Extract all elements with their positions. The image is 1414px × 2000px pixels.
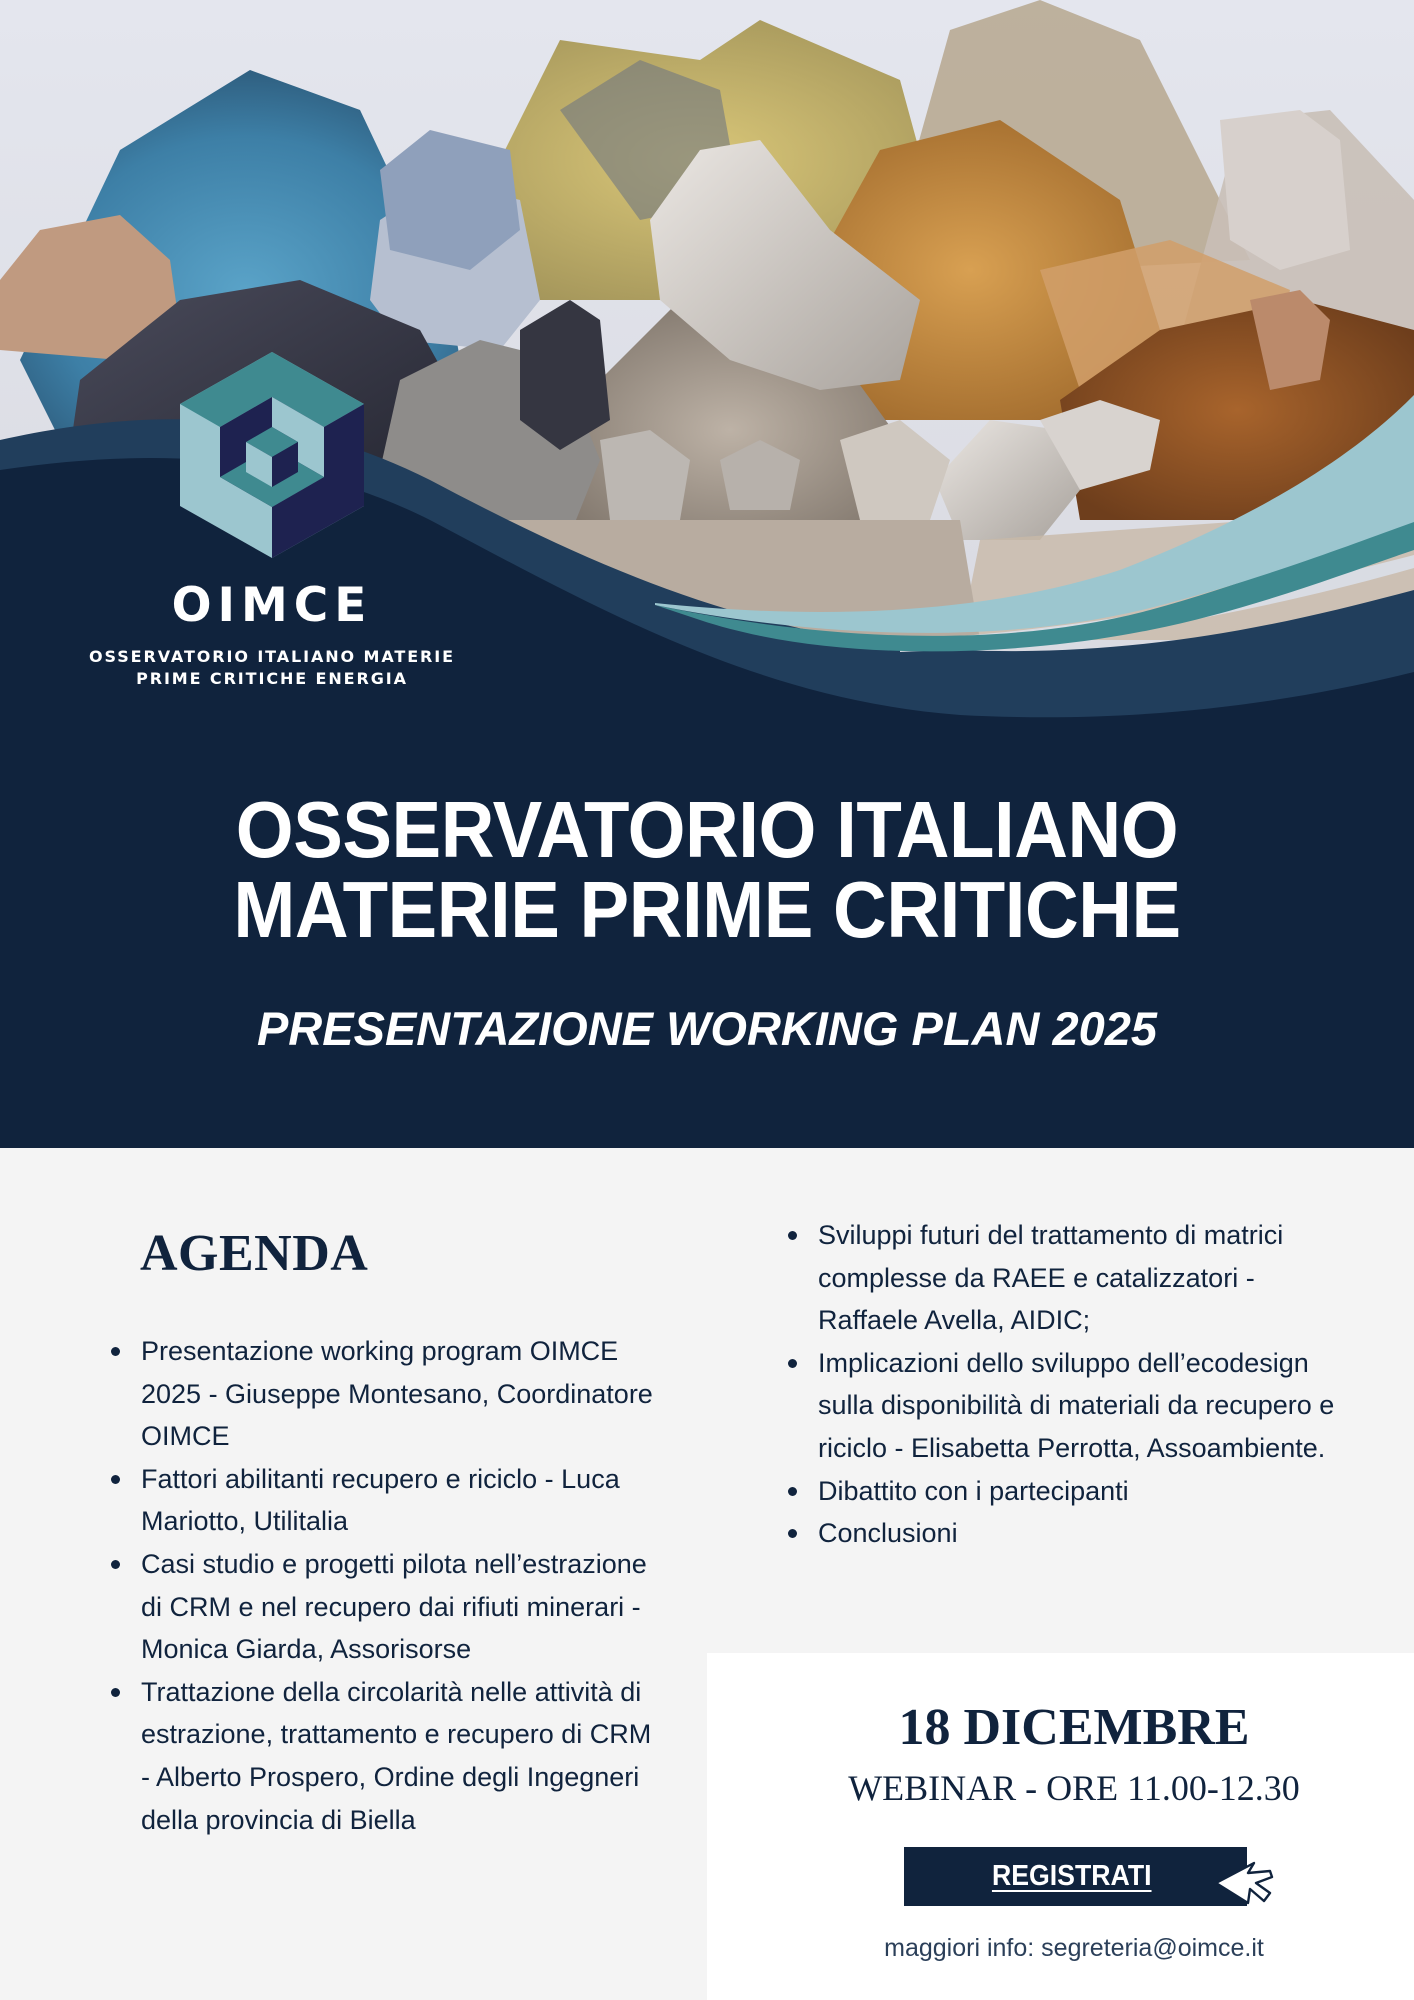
agenda-item: Casi studio e progetti pilota nell’estrazione di CRM e nel recupero dai rifiuti minerari - Monica Giarda, Assorisorse bbox=[141, 1543, 661, 1671]
agenda-list-left bbox=[141, 1330, 661, 1841]
contact-email-link[interactable]: maggiori info: segreteria@oimce.it bbox=[884, 1934, 1264, 1962]
brand-tagline-line1: OSSERVATORIO ITALIANO MATERIE bbox=[89, 647, 455, 666]
agenda-item: Conclusioni bbox=[818, 1512, 1338, 1555]
agenda-heading: AGENDA bbox=[140, 1225, 369, 1282]
contact-info bbox=[704, 1934, 1414, 1963]
event-time: WEBINAR - ORE 11.00-12.30 bbox=[848, 1768, 1300, 1808]
agenda-item: Presentazione working program OIMCE 2025 - Giuseppe Montesano, Coordinatore OIMCE bbox=[141, 1330, 661, 1458]
bullet-icon bbox=[788, 1487, 797, 1496]
bullet-icon bbox=[111, 1475, 120, 1484]
bullet-icon bbox=[111, 1560, 120, 1569]
bullet-icon bbox=[788, 1359, 797, 1368]
register-button[interactable] bbox=[904, 1847, 1247, 1906]
bullet-icon bbox=[788, 1529, 797, 1538]
agenda-item: Dibattito con i partecipanti bbox=[818, 1470, 1338, 1513]
brand-tagline-line2: PRIME CRITICHE ENERGIA bbox=[136, 669, 408, 688]
bullet-icon bbox=[111, 1347, 120, 1356]
agenda-list-right bbox=[818, 1214, 1338, 1555]
agenda-item: Trattazione della circolarità nelle attività di estrazione, trattamento e recupero di CRM - Alberto Prospero, Ordine degli Ingegneri della provincia di Biella bbox=[141, 1671, 661, 1841]
register-button-label: REGISTRATI bbox=[991, 1860, 1152, 1892]
event-date: 18 DICEMBRE bbox=[898, 1699, 1250, 1756]
brand-tagline bbox=[0, 646, 544, 690]
agenda-item: Implicazioni dello sviluppo dell’ecodesign sulla disponibilità di materiali da recupero e riciclo - Elisabetta Perrotta, Assoambiente. bbox=[818, 1342, 1338, 1470]
pointer-cursor-icon bbox=[1214, 1859, 1276, 1907]
page-subtitle: PRESENTAZIONE WORKING PLAN 2025 bbox=[256, 1002, 1158, 1055]
page-title-line1: OSSERVATORIO ITALIANO bbox=[235, 785, 1179, 874]
bullet-icon bbox=[111, 1688, 120, 1697]
bullet-icon bbox=[788, 1231, 797, 1240]
oimce-cube-logo-icon bbox=[180, 352, 364, 558]
page-title-line2: MATERIE PRIME CRITICHE bbox=[233, 865, 1181, 954]
agenda-item: Sviluppi futuri del trattamento di matrici complesse da RAEE e catalizzatori - Raffaele Avella, AIDIC; bbox=[818, 1214, 1338, 1342]
agenda-item: Fattori abilitanti recupero e riciclo - Luca Mariotto, Utilitalia bbox=[141, 1458, 661, 1543]
brand-name: OIMCE bbox=[171, 578, 373, 633]
page-title bbox=[49, 785, 1364, 954]
